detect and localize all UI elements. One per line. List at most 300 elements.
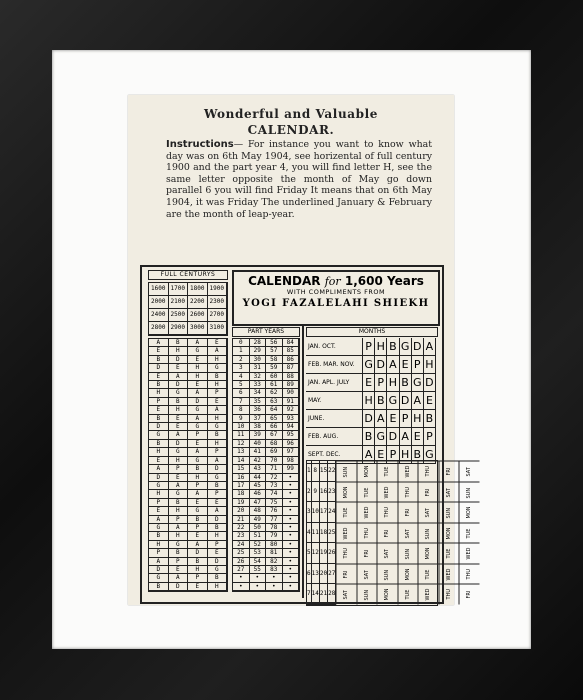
month-letter: P (400, 410, 412, 427)
letter-cell: D (149, 364, 169, 372)
weekday-name: WED (439, 564, 460, 585)
letter-cell: B (208, 431, 228, 439)
weekday-name: SAT (439, 482, 460, 503)
day-table (306, 460, 473, 606)
century-letter-grid (148, 338, 228, 592)
month-letter: B (363, 428, 375, 445)
month-letter: H (400, 446, 412, 463)
letter-cell: P (169, 465, 189, 473)
letter-cell: A (188, 415, 208, 423)
weekday-name: FRI (418, 482, 439, 503)
year-cell: • (283, 482, 300, 490)
letter-cell: B (208, 574, 228, 582)
day-number: 9 (312, 482, 320, 503)
month-letter: H (412, 410, 424, 427)
letter-cell: B (188, 558, 208, 566)
letter-cell: E (169, 566, 189, 574)
letter-cell: E (208, 499, 228, 507)
letter-cell: A (149, 339, 169, 347)
day-number: 24 (328, 502, 336, 523)
year-cell: 82 (266, 558, 283, 566)
year-cell: • (283, 558, 300, 566)
year-cell: 15 (233, 465, 250, 473)
day-number: 15 (320, 461, 328, 482)
day-number: 17 (320, 502, 328, 523)
day-number: 1 (307, 461, 312, 482)
calendar-print (128, 95, 473, 605)
weekday-name: TUE (418, 564, 439, 585)
letter-cell: P (149, 499, 169, 507)
day-number: 5 (307, 543, 312, 564)
letter-cell: G (208, 423, 228, 431)
year-cell: 87 (283, 364, 300, 372)
year-cell: 57 (266, 347, 283, 355)
century-cell: 2400 (149, 309, 169, 322)
column-divider (302, 325, 304, 598)
year-cell: 12 (233, 440, 250, 448)
year-cell: • (266, 583, 283, 591)
year-cell: 86 (283, 356, 300, 364)
year-cell: 79 (266, 532, 283, 540)
year-cell: 69 (266, 448, 283, 456)
letter-cell: G (169, 490, 189, 498)
letter-cell: E (208, 549, 228, 557)
year-cell: 62 (266, 389, 283, 397)
year-cell: 7 (233, 398, 250, 406)
calendar-title (234, 274, 438, 288)
month-letters (362, 410, 436, 427)
year-cell: 97 (283, 448, 300, 456)
day-number: 12 (312, 543, 320, 564)
month-row (306, 410, 436, 428)
century-cell: 3100 (208, 322, 228, 335)
year-cell: 3 (233, 364, 250, 372)
calendar-table (140, 265, 473, 604)
weekday-name: SAT (459, 461, 480, 482)
letter-cell: P (208, 490, 228, 498)
weekday-name: MON (418, 543, 439, 564)
year-cell: 32 (250, 373, 267, 381)
year-cell: 68 (266, 440, 283, 448)
letter-cell: A (188, 541, 208, 549)
month-letter: G (424, 446, 436, 463)
year-cell: 85 (283, 347, 300, 355)
day-number: 13 (312, 564, 320, 585)
year-cell: 27 (233, 566, 250, 574)
day-number: 20 (320, 564, 328, 585)
weekday-name: SUN (459, 482, 480, 503)
year-cell: 0 (233, 339, 250, 347)
year-cell: • (283, 566, 300, 574)
weekday-name: FRI (439, 461, 460, 482)
letter-cell: D (169, 356, 189, 364)
year-cell: 16 (233, 474, 250, 482)
letter-cell: P (188, 574, 208, 582)
month-letter: H (363, 392, 375, 409)
letter-cell: G (169, 541, 189, 549)
compliments-line: WITH COMPLIMENTS FROM (286, 288, 386, 296)
letter-cell: P (208, 389, 228, 397)
letter-cell: B (149, 583, 169, 591)
year-cell: 52 (250, 541, 267, 549)
weekday-name: TUE (398, 584, 419, 605)
century-cell: 2600 (188, 309, 208, 322)
instructions-label: Instructions (166, 139, 234, 150)
letter-cell: G (169, 448, 189, 456)
letter-cell: H (149, 541, 169, 549)
letter-cell: G (208, 364, 228, 372)
weekday-name: TUE (336, 502, 357, 523)
letter-cell: H (208, 440, 228, 448)
day-number: 16 (320, 482, 328, 503)
year-cell: • (283, 549, 300, 557)
letter-cell: A (188, 389, 208, 397)
letter-cell: H (149, 389, 169, 397)
year-cell: 74 (266, 490, 283, 498)
letter-cell: B (169, 499, 189, 507)
month-letter: A (400, 428, 412, 445)
letter-cell: A (169, 482, 189, 490)
month-row (306, 392, 436, 410)
letter-cell: H (208, 356, 228, 364)
year-cell: • (233, 583, 250, 591)
weekday-name: FRI (377, 523, 398, 544)
month-letters (362, 428, 436, 445)
year-cell: 23 (233, 532, 250, 540)
letter-cell: B (149, 381, 169, 389)
weekday-name: SAT (357, 564, 378, 585)
letter-cell: P (149, 549, 169, 557)
letter-cell: E (188, 440, 208, 448)
month-letter: P (412, 356, 424, 373)
calendar-title-word: CALENDAR (248, 274, 321, 288)
day-number: 27 (328, 564, 336, 585)
day-number: 3 (307, 502, 312, 523)
month-letters (362, 374, 436, 391)
letter-cell: B (188, 516, 208, 524)
year-cell: 26 (233, 558, 250, 566)
year-cell: 96 (283, 440, 300, 448)
letter-cell: E (169, 364, 189, 372)
year-cell: 67 (266, 431, 283, 439)
day-number: 8 (312, 461, 320, 482)
year-cell: 39 (250, 431, 267, 439)
letter-cell: H (188, 474, 208, 482)
day-number: 7 (307, 584, 312, 605)
year-cell: • (283, 532, 300, 540)
calendar-title-for: for (324, 275, 341, 288)
letter-cell: A (169, 574, 189, 582)
weekday-name: FRI (459, 584, 480, 605)
month-letter: P (424, 428, 436, 445)
month-letter: P (387, 446, 399, 463)
letter-cell: H (149, 448, 169, 456)
weekday-name: FRI (398, 502, 419, 523)
letter-cell: B (149, 356, 169, 364)
year-cell: 94 (283, 423, 300, 431)
weekday-name: SAT (418, 502, 439, 523)
month-letter: A (363, 446, 375, 463)
letter-cell: E (169, 415, 189, 423)
letter-cell: A (188, 339, 208, 347)
letter-cell: P (208, 448, 228, 456)
year-cell: 93 (283, 415, 300, 423)
year-cell: • (283, 541, 300, 549)
year-cell: 49 (250, 516, 267, 524)
year-cell: 66 (266, 423, 283, 431)
month-row (306, 356, 436, 374)
month-letter: D (387, 428, 399, 445)
month-letter: H (387, 374, 399, 391)
letter-cell: H (188, 364, 208, 372)
century-cell: 1800 (188, 283, 208, 296)
letter-cell: H (169, 507, 189, 515)
letter-cell: D (169, 583, 189, 591)
weekday-name: THU (439, 584, 460, 605)
month-letter-table (306, 338, 436, 464)
month-name: SEPT. DEC. (308, 451, 341, 458)
day-number: 18 (320, 523, 328, 544)
century-cell: 1600 (149, 283, 169, 296)
year-cell: 63 (266, 398, 283, 406)
year-cell: 78 (266, 524, 283, 532)
letter-cell: E (169, 423, 189, 431)
letter-cell: P (208, 541, 228, 549)
month-letter: D (412, 338, 424, 355)
weekday-name: SUN (418, 523, 439, 544)
month-letter: G (375, 428, 387, 445)
weekday-name: WED (418, 584, 439, 605)
century-cell: 2700 (208, 309, 228, 322)
year-cell: 25 (233, 549, 250, 557)
century-cell: 2500 (169, 309, 189, 322)
year-cell: • (250, 583, 267, 591)
letter-cell: A (208, 406, 228, 414)
year-cell: • (250, 574, 267, 582)
year-cell: 60 (266, 373, 283, 381)
year-cell: 56 (266, 339, 283, 347)
year-cell: 45 (250, 482, 267, 490)
weekday-name: MON (398, 564, 419, 585)
year-cell: 8 (233, 406, 250, 414)
month-letter: G (363, 356, 375, 373)
letter-cell: B (169, 339, 189, 347)
month-letter: D (400, 392, 412, 409)
month-letter: E (375, 446, 387, 463)
year-cell: • (233, 574, 250, 582)
letter-cell: P (149, 398, 169, 406)
year-cell: 98 (283, 457, 300, 465)
letter-cell: G (188, 423, 208, 431)
year-cell: 42 (250, 457, 267, 465)
year-cell: 77 (266, 516, 283, 524)
year-cell: 20 (233, 507, 250, 515)
month-name: MAY. (308, 397, 322, 404)
month-letter: D (375, 356, 387, 373)
year-cell: 47 (250, 499, 267, 507)
month-row (306, 338, 436, 356)
day-number: 2 (307, 482, 312, 503)
weekday-name: WED (459, 543, 480, 564)
year-cell: 55 (250, 566, 267, 574)
year-cell: 18 (233, 490, 250, 498)
year-cell: 91 (283, 398, 300, 406)
year-cell: 75 (266, 499, 283, 507)
year-cell: 92 (283, 406, 300, 414)
month-letter: D (424, 374, 436, 391)
month-letter: E (400, 356, 412, 373)
year-cell: 22 (233, 524, 250, 532)
letter-cell: P (188, 482, 208, 490)
month-letter: P (363, 338, 375, 355)
letter-cell: H (208, 583, 228, 591)
letter-cell: B (149, 415, 169, 423)
year-cell: 24 (233, 541, 250, 549)
month-letter: E (363, 374, 375, 391)
century-cell: 2300 (208, 296, 228, 309)
year-cell: • (283, 574, 300, 582)
weekday-name: TUE (439, 543, 460, 564)
letter-cell: A (149, 465, 169, 473)
year-cell: 46 (250, 490, 267, 498)
year-cell: • (283, 583, 300, 591)
letter-cell: A (169, 524, 189, 532)
weekday-name: THU (418, 461, 439, 482)
day-number: 4 (307, 523, 312, 544)
month-letter: B (375, 392, 387, 409)
weekday-name: TUE (357, 482, 378, 503)
year-cell: 48 (250, 507, 267, 515)
month-letter: H (375, 338, 387, 355)
year-cell: • (283, 507, 300, 515)
letter-cell: E (149, 406, 169, 414)
heading-wonderful: Wonderful and Valuable (203, 107, 379, 121)
century-grid (148, 282, 228, 336)
year-cell: 11 (233, 431, 250, 439)
month-letter: E (387, 410, 399, 427)
year-cell: 80 (266, 541, 283, 549)
letter-cell: D (149, 566, 169, 574)
month-letter: B (412, 446, 424, 463)
weekday-name: MON (459, 502, 480, 523)
century-cell: 2200 (188, 296, 208, 309)
year-cell: 53 (250, 549, 267, 557)
month-letter: G (387, 392, 399, 409)
day-number: 25 (328, 523, 336, 544)
letter-cell: G (208, 566, 228, 574)
year-cell: 61 (266, 381, 283, 389)
letter-cell: H (208, 415, 228, 423)
letter-cell: E (208, 339, 228, 347)
letter-cell: G (149, 482, 169, 490)
letter-cell: A (188, 448, 208, 456)
year-cell: 99 (283, 465, 300, 473)
letter-cell: P (169, 558, 189, 566)
letter-cell: E (149, 373, 169, 381)
letter-cell: D (149, 423, 169, 431)
year-cell: 89 (283, 381, 300, 389)
letter-cell: E (188, 583, 208, 591)
month-row (306, 428, 436, 446)
year-cell: 50 (250, 524, 267, 532)
month-letter: B (387, 338, 399, 355)
letter-cell: A (149, 516, 169, 524)
year-cell: 6 (233, 389, 250, 397)
weekday-name: FRI (336, 564, 357, 585)
year-cell: 35 (250, 398, 267, 406)
weekday-name: WED (357, 502, 378, 523)
day-number: 10 (312, 502, 320, 523)
letter-cell: H (208, 381, 228, 389)
year-cell: 72 (266, 474, 283, 482)
month-name: FEB. AUG. (308, 433, 339, 440)
day-number: 11 (312, 523, 320, 544)
letter-cell: B (188, 465, 208, 473)
letter-cell: E (188, 356, 208, 364)
month-row (306, 374, 436, 392)
weekday-name: WED (377, 482, 398, 503)
year-cell: 13 (233, 448, 250, 456)
letter-cell: G (188, 507, 208, 515)
year-cell: • (283, 490, 300, 498)
weekday-name: SUN (377, 564, 398, 585)
letter-cell: A (169, 431, 189, 439)
letter-cell: B (149, 532, 169, 540)
letter-cell: G (188, 457, 208, 465)
weekday-name: MON (439, 523, 460, 544)
month-name: FEB. MAR. NOV. (308, 361, 355, 368)
month-letter: H (424, 356, 436, 373)
month-letter: A (424, 338, 436, 355)
month-letter: G (400, 338, 412, 355)
year-cell: 5 (233, 381, 250, 389)
century-cell: 2100 (169, 296, 189, 309)
letter-cell: D (149, 474, 169, 482)
year-cell: 64 (266, 406, 283, 414)
letter-cell: E (188, 499, 208, 507)
weekday-name: THU (357, 523, 378, 544)
letter-cell: H (188, 373, 208, 381)
instructions-paragraph (166, 139, 432, 220)
heading-calendar: CALENDAR. (247, 123, 335, 137)
month-letter: G (412, 374, 424, 391)
weekday-name: WED (336, 523, 357, 544)
year-cell: 43 (250, 465, 267, 473)
letter-cell: H (169, 406, 189, 414)
letter-cell: H (149, 490, 169, 498)
month-letters (362, 356, 436, 373)
weekday-name: THU (377, 502, 398, 523)
letter-cell: B (208, 482, 228, 490)
year-cell: 51 (250, 532, 267, 540)
year-cell: 95 (283, 431, 300, 439)
year-cell: 17 (233, 482, 250, 490)
letter-cell: G (188, 347, 208, 355)
year-cell: 29 (250, 347, 267, 355)
century-cell: 2000 (149, 296, 169, 309)
letter-cell: H (208, 532, 228, 540)
year-cell: 83 (266, 566, 283, 574)
letter-cell: G (188, 406, 208, 414)
year-cell: 73 (266, 482, 283, 490)
letter-cell: G (169, 389, 189, 397)
weekday-name: TUE (377, 461, 398, 482)
day-number: 26 (328, 543, 336, 564)
letter-cell: P (188, 524, 208, 532)
month-letters (362, 392, 436, 409)
weekday-name: TUE (459, 523, 480, 544)
day-number: 21 (320, 584, 328, 605)
